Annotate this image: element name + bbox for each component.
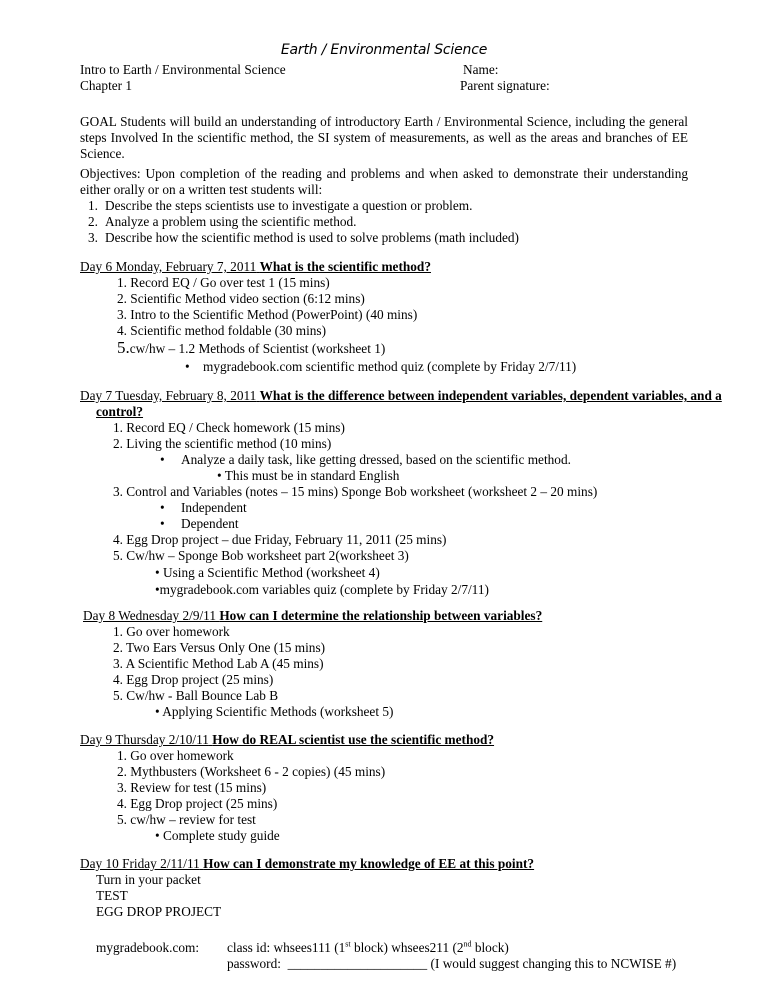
bullet-icon: • — [160, 452, 165, 467]
bullet-icon: • — [185, 359, 190, 374]
day6-item: 4. Scientific method foldable (30 mins) — [117, 323, 327, 338]
day6-question: What is the scientific method? — [259, 259, 431, 274]
bullet-text: Applying Scientific Methods (worksheet 5) — [162, 704, 394, 719]
day9-item: 1. Go over homework — [117, 748, 234, 763]
day10-item: EGG DROP PROJECT — [96, 904, 222, 919]
day8-item: 3. A Scientific Method Lab A (45 mins) — [113, 656, 324, 671]
day7-bullet: Dependent — [181, 516, 239, 531]
chapter-label: Chapter 1 — [80, 78, 133, 93]
day10-date: Day 10 Friday 2/11/11 — [80, 856, 200, 871]
day7-bullet: Analyze a daily task, like getting dressed, based on the scientific method. — [181, 452, 571, 467]
item-text: cw/hw – 1.2 Methods of Scientist (worksheet 1) — [129, 341, 386, 356]
day7-question-2: control? — [96, 404, 144, 419]
day9-bullet: • Complete study guide — [155, 828, 280, 843]
day6-item: 1. Record EQ / Go over test 1 (15 mins) — [117, 275, 330, 290]
objective-number: 3. — [88, 230, 98, 245]
class-id-text: class id: whsees111 (1 — [227, 940, 346, 955]
day9-heading — [80, 732, 494, 748]
document-title: Earth / Environmental Science — [280, 42, 488, 58]
objectives-intro: Objectives: Upon completion of the reading and problems and when asked to demonstrate their understanding either orally or on a written test students will: — [80, 166, 688, 197]
day9-item: 5. cw/hw – review for test — [117, 812, 256, 827]
course-name: Intro to Earth / Environmental Science — [80, 62, 286, 77]
objective-item: Describe how the scientific method is used to solve problems (math included) — [105, 230, 519, 245]
day7-bullet: •mygradebook.com variables quiz (complete by Friday 2/7/11) — [155, 582, 489, 597]
day8-question: How can I determine the relationship between variables? — [219, 608, 543, 623]
class-id-text: block) — [471, 940, 509, 955]
objective-item: Analyze a problem using the scientific method. — [105, 214, 357, 229]
day6-item-5 — [117, 340, 385, 357]
name-label: Name: — [463, 62, 499, 77]
day9-item: 3. Review for test (15 mins) — [117, 780, 267, 795]
day7-bullet: Independent — [181, 500, 247, 515]
bullet-icon: • — [160, 500, 165, 515]
password-blank[interactable]: _____________________ — [287, 956, 428, 971]
day10-item: Turn in your packet — [96, 872, 201, 887]
superscript: st — [345, 939, 351, 949]
class-id-text: block) whsees211 (2 — [350, 940, 464, 955]
bullet-text: Complete study guide — [162, 828, 280, 843]
password-line — [227, 956, 676, 972]
day7-item: 3. Control and Variables (notes – 15 mins) Sponge Bob worksheet (worksheet 2 – 20 mins) — [113, 484, 598, 499]
day8-item: 1. Go over homework — [113, 624, 230, 639]
subbullet-text: This must be in standard English — [224, 468, 400, 483]
day6-bullet: mygradebook.com scientific method quiz (complete by Friday 2/7/11) — [203, 359, 577, 374]
parent-signature-label: Parent signature: — [460, 78, 550, 93]
day6-date: Day 6 Monday, February 7, 2011 — [80, 259, 257, 274]
day7-item: 5. Cw/hw – Sponge Bob worksheet part 2(worksheet 3) — [113, 548, 409, 563]
objective-number: 2. — [88, 214, 98, 229]
day10-heading — [80, 856, 534, 872]
day7-item: 1. Record EQ / Check homework (15 mins) — [113, 420, 345, 435]
day7-question: What is the difference between independent variables, dependent variables, and a — [259, 388, 722, 403]
item-number: 5. — [117, 338, 130, 357]
objective-item: Describe the steps scientists use to investigate a question or problem. — [105, 198, 473, 213]
day8-date: Day 8 Wednesday 2/9/11 — [83, 608, 216, 623]
day9-date: Day 9 Thursday 2/10/11 — [80, 732, 209, 747]
gradebook-label: mygradebook.com: — [96, 940, 200, 955]
bullet-text: mygradebook.com variables quiz (complete by Friday 2/7/11) — [159, 582, 489, 597]
day7-item: 4. Egg Drop project – due Friday, February 11, 2011 (25 mins) — [113, 532, 447, 547]
objective-number: 1. — [88, 198, 98, 213]
day6-item: 3. Intro to the Scientific Method (PowerPoint) (40 mins) — [117, 307, 418, 322]
bullet-text: Using a Scientific Method (worksheet 4) — [162, 565, 380, 580]
day10-item: TEST — [96, 888, 128, 903]
day10-question: How can I demonstrate my knowledge of EE at this point? — [203, 856, 535, 871]
day7-item: 2. Living the scientific method (10 mins) — [113, 436, 332, 451]
day9-question: How do REAL scientist use the scientific method? — [212, 732, 495, 747]
day8-item: 2. Two Ears Versus Only One (15 mins) — [113, 640, 326, 655]
day7-heading — [80, 388, 722, 404]
password-note: (I would suggest changing this to NCWISE #) — [427, 956, 677, 971]
day6-item: 2. Scientific Method video section (6:12 mins) — [117, 291, 365, 306]
class-id-line — [227, 940, 509, 956]
day8-item: 4. Egg Drop project (25 mins) — [113, 672, 274, 687]
day8-item: 5. Cw/hw - Ball Bounce Lab B — [113, 688, 279, 703]
day7-question-cont — [96, 404, 143, 420]
day7-bullet: • Using a Scientific Method (worksheet 4) — [155, 565, 380, 580]
day8-heading — [83, 608, 542, 624]
bullet-icon: • — [160, 516, 165, 531]
day8-bullet: • Applying Scientific Methods (worksheet 5) — [155, 704, 394, 719]
day9-item: 2. Mythbusters (Worksheet 6 - 2 copies) (45 mins) — [117, 764, 386, 779]
goal-paragraph: GOAL Students will build an understanding of introductory Earth / Environmental Science, including the general steps Involved In the scientific method, the SI system of measurements, as well as the areas and branches of EE Science. — [80, 114, 688, 161]
day9-item: 4. Egg Drop project (25 mins) — [117, 796, 278, 811]
superscript: nd — [463, 939, 472, 949]
day6-heading — [80, 259, 431, 275]
day7-date: Day 7 Tuesday, February 8, 2011 — [80, 388, 257, 403]
day7-subbullet: • This must be in standard English — [217, 468, 400, 483]
password-label: password: — [227, 956, 288, 971]
